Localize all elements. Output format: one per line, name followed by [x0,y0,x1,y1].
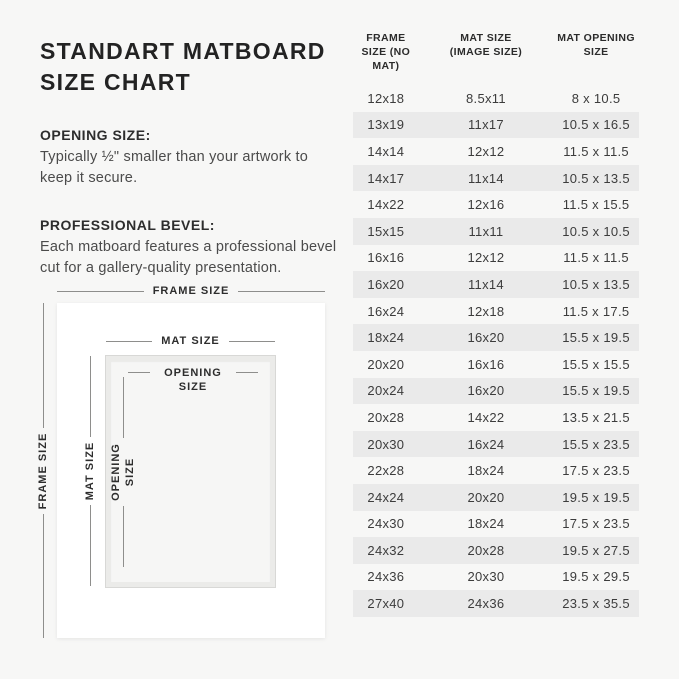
table-cell: 12x16 [467,197,505,213]
table-cell: 20x24 [367,383,405,399]
table-cell: 8.5x11 [466,90,506,106]
table-cell: 14x22 [367,197,405,213]
dimension-line [90,505,91,586]
mat-size-label: MAT SIZE [161,335,220,347]
table-cell: 18x24 [467,463,505,479]
table-row [353,138,639,165]
table-cell: 11x11 [468,223,504,239]
table-cell: 17.5 x 23.5 [562,516,630,532]
frame-size-label: FRAME SIZE [37,432,49,509]
table-cell: 15.5 x 23.5 [562,436,630,452]
table-cell: 19.5 x 29.5 [562,569,630,585]
table-cell: 20x30 [467,569,505,585]
table-row [353,112,639,139]
mat-size-label-box [83,437,97,505]
dimension-line [238,291,325,292]
frame-diagram [57,303,325,638]
col-header-mat-size-text: MAT SIZE (IMAGE SIZE) [449,32,523,58]
table-row [353,165,639,192]
table-cell: 13.5 x 21.5 [562,409,630,425]
note-body-opening-size: Typically ½" smaller than your artwork to keep it secure. [40,149,308,186]
mat-size-label: MAT SIZE [84,441,96,501]
table-cell: 24x36 [367,569,405,585]
table-row [353,564,639,591]
table-cell: 16x16 [367,250,405,266]
table-cell: 16x24 [467,436,505,452]
table-cell: 16x24 [367,303,405,319]
left-column [40,36,345,279]
table-cell: 15x15 [367,223,405,239]
size-table-header [353,31,639,73]
table-cell: 18x24 [467,516,505,532]
table-cell: 16x16 [467,356,505,372]
opening-size-dimension-horizontal [128,366,258,394]
dimension-line [57,291,144,292]
opening-size-label: OPENING SIZE [110,443,136,501]
opening-size-label-box [110,438,136,506]
table-cell: 20x20 [367,356,405,372]
dimension-line [128,372,150,373]
table-row [353,218,639,245]
dimension-line [43,514,44,639]
opening-size-label: OPENING SIZE [164,367,222,393]
table-cell: 10.5 x 16.5 [562,117,630,133]
table-cell: 15.5 x 19.5 [562,383,630,399]
table-row [353,404,639,431]
table-cell: 27x40 [367,596,405,612]
table-cell: 17.5 x 23.5 [562,463,630,479]
table-cell: 12x12 [467,143,505,159]
table-cell: 11x17 [467,117,504,133]
table-row [353,511,639,538]
table-cell: 11.5 x 17.5 [562,303,630,319]
table-row [353,431,639,458]
note-professional-bevel [40,215,345,279]
frame-size-dimension-vertical [36,303,50,638]
table-cell: 24x32 [367,542,405,558]
table-cell: 16x20 [467,383,505,399]
table-row [353,537,639,564]
table-cell: 18x24 [367,330,405,346]
table-row [353,378,639,405]
mat-size-dimension-vertical [83,356,97,586]
note-heading-professional-bevel: PROFESSIONAL BEVEL: [40,217,215,233]
table-cell: 11.5 x 11.5 [563,250,629,266]
table-row [353,457,639,484]
table-cell: 19.5 x 27.5 [562,542,630,558]
col-header-mat-opening [553,31,639,73]
dimension-line [123,377,124,438]
table-cell: 8 x 10.5 [571,90,621,106]
table-cell: 12x18 [467,303,505,319]
table-cell: 15.5 x 19.5 [562,330,630,346]
table-cell: 10.5 x 10.5 [562,223,630,239]
table-row [353,191,639,218]
note-heading-opening-size: OPENING SIZE: [40,127,151,143]
table-cell: 19.5 x 19.5 [562,489,630,505]
table-cell: 11.5 x 11.5 [563,143,629,159]
table-cell: 20x20 [467,489,505,505]
dimension-line [106,341,152,342]
opening-size-dimension-vertical [110,377,136,567]
col-header-frame-size [353,31,419,73]
table-cell: 15.5 x 15.5 [562,356,630,372]
col-header-mat-size [419,31,553,73]
table-cell: 12x12 [467,250,505,266]
dimension-line [229,341,275,342]
table-row [353,298,639,325]
size-table-body [353,85,639,617]
table-cell: 10.5 x 13.5 [562,276,630,292]
frame-size-label: FRAME SIZE [152,285,230,297]
table-row [353,85,639,112]
page-title: STANDART MATBOARD SIZE CHART [40,38,326,95]
table-cell: 11x14 [467,170,504,186]
table-cell: 20x28 [467,542,505,558]
table-cell: 13x19 [367,117,405,133]
table-row [353,271,639,298]
table-cell: 24x24 [367,489,405,505]
mat-size-dimension-horizontal [106,334,275,348]
table-cell: 20x28 [367,409,405,425]
table-cell: 24x30 [367,516,405,532]
table-cell: 24x36 [467,596,505,612]
table-cell: 14x22 [467,409,505,425]
table-cell: 22x28 [367,463,405,479]
table-cell: 23.5 x 35.5 [562,596,630,612]
frame-size-dimension-horizontal [57,284,325,298]
frame-size-label-box [36,428,50,514]
table-row [353,484,639,511]
note-body-professional-bevel: Each matboard features a professional bevel cut for a gallery-quality presentation. [40,239,337,276]
note-opening-size [40,125,345,189]
dimension-line [43,303,44,428]
dimension-line [90,356,91,437]
table-row [353,324,639,351]
table-cell: 10.5 x 13.5 [562,170,630,186]
table-cell: 11x14 [467,276,504,292]
table-cell: 14x14 [367,143,405,159]
table-cell: 12x18 [367,90,405,106]
table-row [353,245,639,272]
table-cell: 16x20 [467,330,505,346]
table-cell: 20x30 [367,436,405,452]
col-header-mat-opening-text: MAT OPENING SIZE [557,32,635,58]
dimension-line [236,372,258,373]
table-cell: 14x17 [367,170,405,186]
col-header-frame-size-text: FRAME SIZE (NO MAT) [361,32,411,72]
table-row [353,590,639,617]
dimension-line [123,506,124,567]
table-row [353,351,639,378]
table-cell: 11.5 x 15.5 [562,197,630,213]
table-cell: 16x20 [367,276,405,292]
